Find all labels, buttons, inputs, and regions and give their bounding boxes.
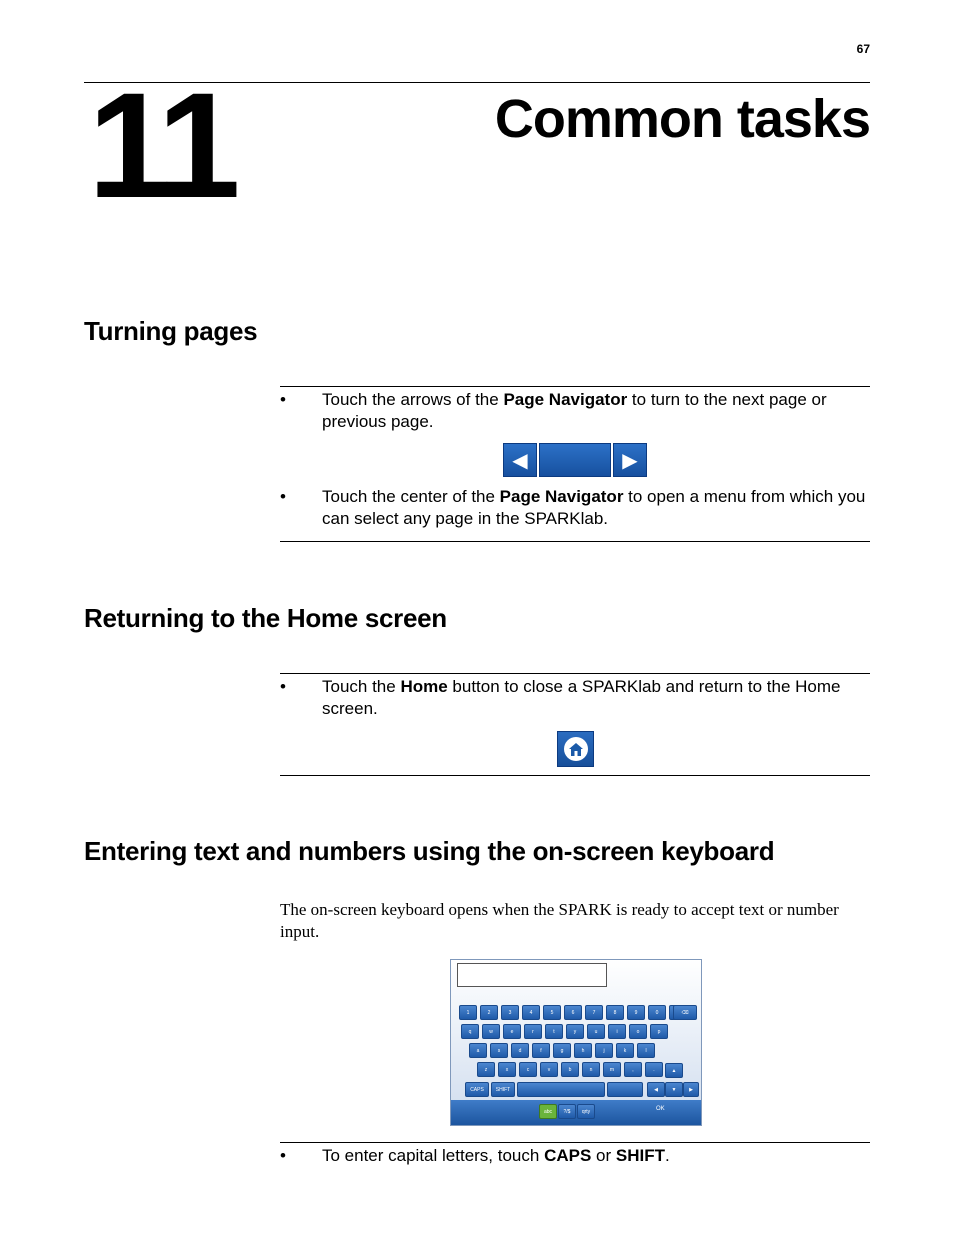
bullet-bold-text: CAPS bbox=[544, 1146, 592, 1165]
section-heading-keyboard: Entering text and numbers using the on-screen keyboard bbox=[84, 836, 775, 866]
section-rule bbox=[280, 541, 870, 542]
keyboard-key[interactable]: j bbox=[595, 1043, 613, 1058]
bullet-marker: • bbox=[280, 1146, 286, 1165]
keyboard-key[interactable]: 5 bbox=[543, 1005, 561, 1020]
keyboard-key[interactable]: f bbox=[532, 1043, 550, 1058]
bullet-text: Touch the arrows of the bbox=[322, 390, 504, 409]
section-rule bbox=[280, 775, 870, 776]
spacebar[interactable] bbox=[517, 1082, 605, 1097]
bullet-bold-text: Page Navigator bbox=[499, 487, 624, 506]
keyboard-key[interactable]: d bbox=[511, 1043, 529, 1058]
bullet-text: or bbox=[591, 1146, 616, 1165]
keyboard-key[interactable]: b bbox=[561, 1062, 579, 1077]
mode-abc-button[interactable]: abc bbox=[539, 1104, 557, 1119]
section-rule bbox=[280, 386, 870, 387]
right-arrow-icon[interactable]: ▶ bbox=[613, 443, 647, 477]
keyboard-key[interactable]: v bbox=[540, 1062, 558, 1077]
page-navigator[interactable] bbox=[503, 443, 647, 477]
caps-button[interactable]: CAPS bbox=[465, 1082, 489, 1097]
section-rule bbox=[280, 673, 870, 674]
home-button[interactable] bbox=[557, 731, 594, 767]
keyboard-key[interactable]: 9 bbox=[627, 1005, 645, 1020]
keyboard-row-zxcv bbox=[477, 1062, 663, 1077]
keyboard-key[interactable]: 0 bbox=[648, 1005, 666, 1020]
backspace-icon[interactable]: ⌫ bbox=[673, 1005, 697, 1020]
bullet-bold-text: Home bbox=[400, 677, 448, 696]
chapter-title: Common tasks bbox=[494, 89, 870, 149]
keyboard-key[interactable]: 4 bbox=[522, 1005, 540, 1020]
bullet-marker: • bbox=[280, 677, 286, 696]
keyboard-key[interactable]: n bbox=[582, 1062, 600, 1077]
chapter-number: 11 bbox=[88, 61, 235, 229]
keyboard-key[interactable]: , bbox=[624, 1062, 642, 1077]
right-arrow-icon[interactable]: ▶ bbox=[683, 1082, 699, 1097]
keyboard-key[interactable]: 2 bbox=[480, 1005, 498, 1020]
keyboard-key[interactable]: q bbox=[461, 1024, 479, 1039]
spacebar-extra[interactable] bbox=[607, 1082, 643, 1097]
home-icon bbox=[569, 743, 583, 756]
page-navigator-center[interactable] bbox=[539, 443, 611, 477]
keyboard-key[interactable]: z bbox=[477, 1062, 495, 1077]
keyboard-key[interactable]: x bbox=[498, 1062, 516, 1077]
section-rule bbox=[280, 1142, 870, 1143]
bullet-text: To enter capital letters, touch bbox=[322, 1146, 545, 1165]
keyboard-key[interactable]: u bbox=[587, 1024, 605, 1039]
ok-button[interactable]: OK bbox=[656, 1106, 665, 1112]
keyboard-key[interactable]: e bbox=[503, 1024, 521, 1039]
keyboard-key[interactable]: r bbox=[524, 1024, 542, 1039]
keyboard-text-input[interactable] bbox=[457, 963, 607, 987]
bullet-marker: • bbox=[280, 390, 286, 409]
keyboard-key[interactable]: o bbox=[629, 1024, 647, 1039]
keyboard-key[interactable]: m bbox=[603, 1062, 621, 1077]
keyboard-row-asdf bbox=[469, 1043, 655, 1058]
keyboard-key[interactable]: s bbox=[490, 1043, 508, 1058]
on-screen-keyboard bbox=[450, 959, 702, 1126]
section-heading-home-screen: Returning to the Home screen bbox=[84, 603, 447, 633]
keyboard-key[interactable]: g bbox=[553, 1043, 571, 1058]
bullet-text: Touch the center of the bbox=[322, 487, 500, 506]
keyboard-key[interactable]: a bbox=[469, 1043, 487, 1058]
keyboard-key[interactable]: c bbox=[519, 1062, 537, 1077]
bullet-text: . bbox=[664, 1146, 670, 1165]
section-heading-turning-pages: Turning pages bbox=[84, 316, 258, 346]
keyboard-key[interactable]: 7 bbox=[585, 1005, 603, 1020]
left-arrow-icon[interactable]: ◀ bbox=[503, 443, 537, 477]
bullet-bold-text: SHIFT bbox=[615, 1146, 665, 1165]
page-number: 67 bbox=[856, 42, 870, 56]
keyboard-bottom-bar bbox=[451, 1100, 701, 1125]
keyboard-row-numbers bbox=[459, 1005, 687, 1020]
keyboard-key[interactable]: 3 bbox=[501, 1005, 519, 1020]
up-arrow-icon[interactable]: ▲ bbox=[665, 1063, 683, 1078]
keyboard-key[interactable]: p bbox=[650, 1024, 668, 1039]
body-paragraph: The on-screen keyboard opens when the SPARK is ready to accept text or number input. bbox=[280, 900, 839, 941]
keyboard-key[interactable]: k bbox=[616, 1043, 634, 1058]
keyboard-key[interactable]: w bbox=[482, 1024, 500, 1039]
mode-symbols-button[interactable]: ?/$ bbox=[558, 1104, 576, 1119]
down-arrow-icon[interactable]: ▼ bbox=[665, 1082, 683, 1097]
bullet-bold-text: Page Navigator bbox=[503, 390, 628, 409]
keyboard-key[interactable]: 1 bbox=[459, 1005, 477, 1020]
bullet-text: Touch the bbox=[322, 677, 401, 696]
keyboard-key[interactable]: . bbox=[645, 1062, 663, 1077]
bullet-text: to turn to the next page or previous page. bbox=[322, 390, 827, 431]
left-arrow-icon[interactable]: ◀ bbox=[647, 1082, 665, 1097]
bullet-marker: • bbox=[280, 487, 286, 506]
shift-button[interactable]: SHIFT bbox=[491, 1082, 515, 1097]
keyboard-key[interactable]: 6 bbox=[564, 1005, 582, 1020]
keyboard-row-qwerty bbox=[461, 1024, 668, 1039]
keyboard-key[interactable]: 8 bbox=[606, 1005, 624, 1020]
bullet-text: to open a menu from which you can select any page in the SPARKlab. bbox=[322, 487, 866, 528]
keyboard-key[interactable]: y bbox=[566, 1024, 584, 1039]
bullet-text: button to close a SPARKlab and return to the Home screen. bbox=[322, 677, 841, 718]
keyboard-key[interactable]: h bbox=[574, 1043, 592, 1058]
mode-qrty-button[interactable]: qrty bbox=[577, 1104, 595, 1119]
keyboard-key[interactable]: t bbox=[545, 1024, 563, 1039]
keyboard-key[interactable]: l bbox=[637, 1043, 655, 1058]
keyboard-key[interactable]: i bbox=[608, 1024, 626, 1039]
